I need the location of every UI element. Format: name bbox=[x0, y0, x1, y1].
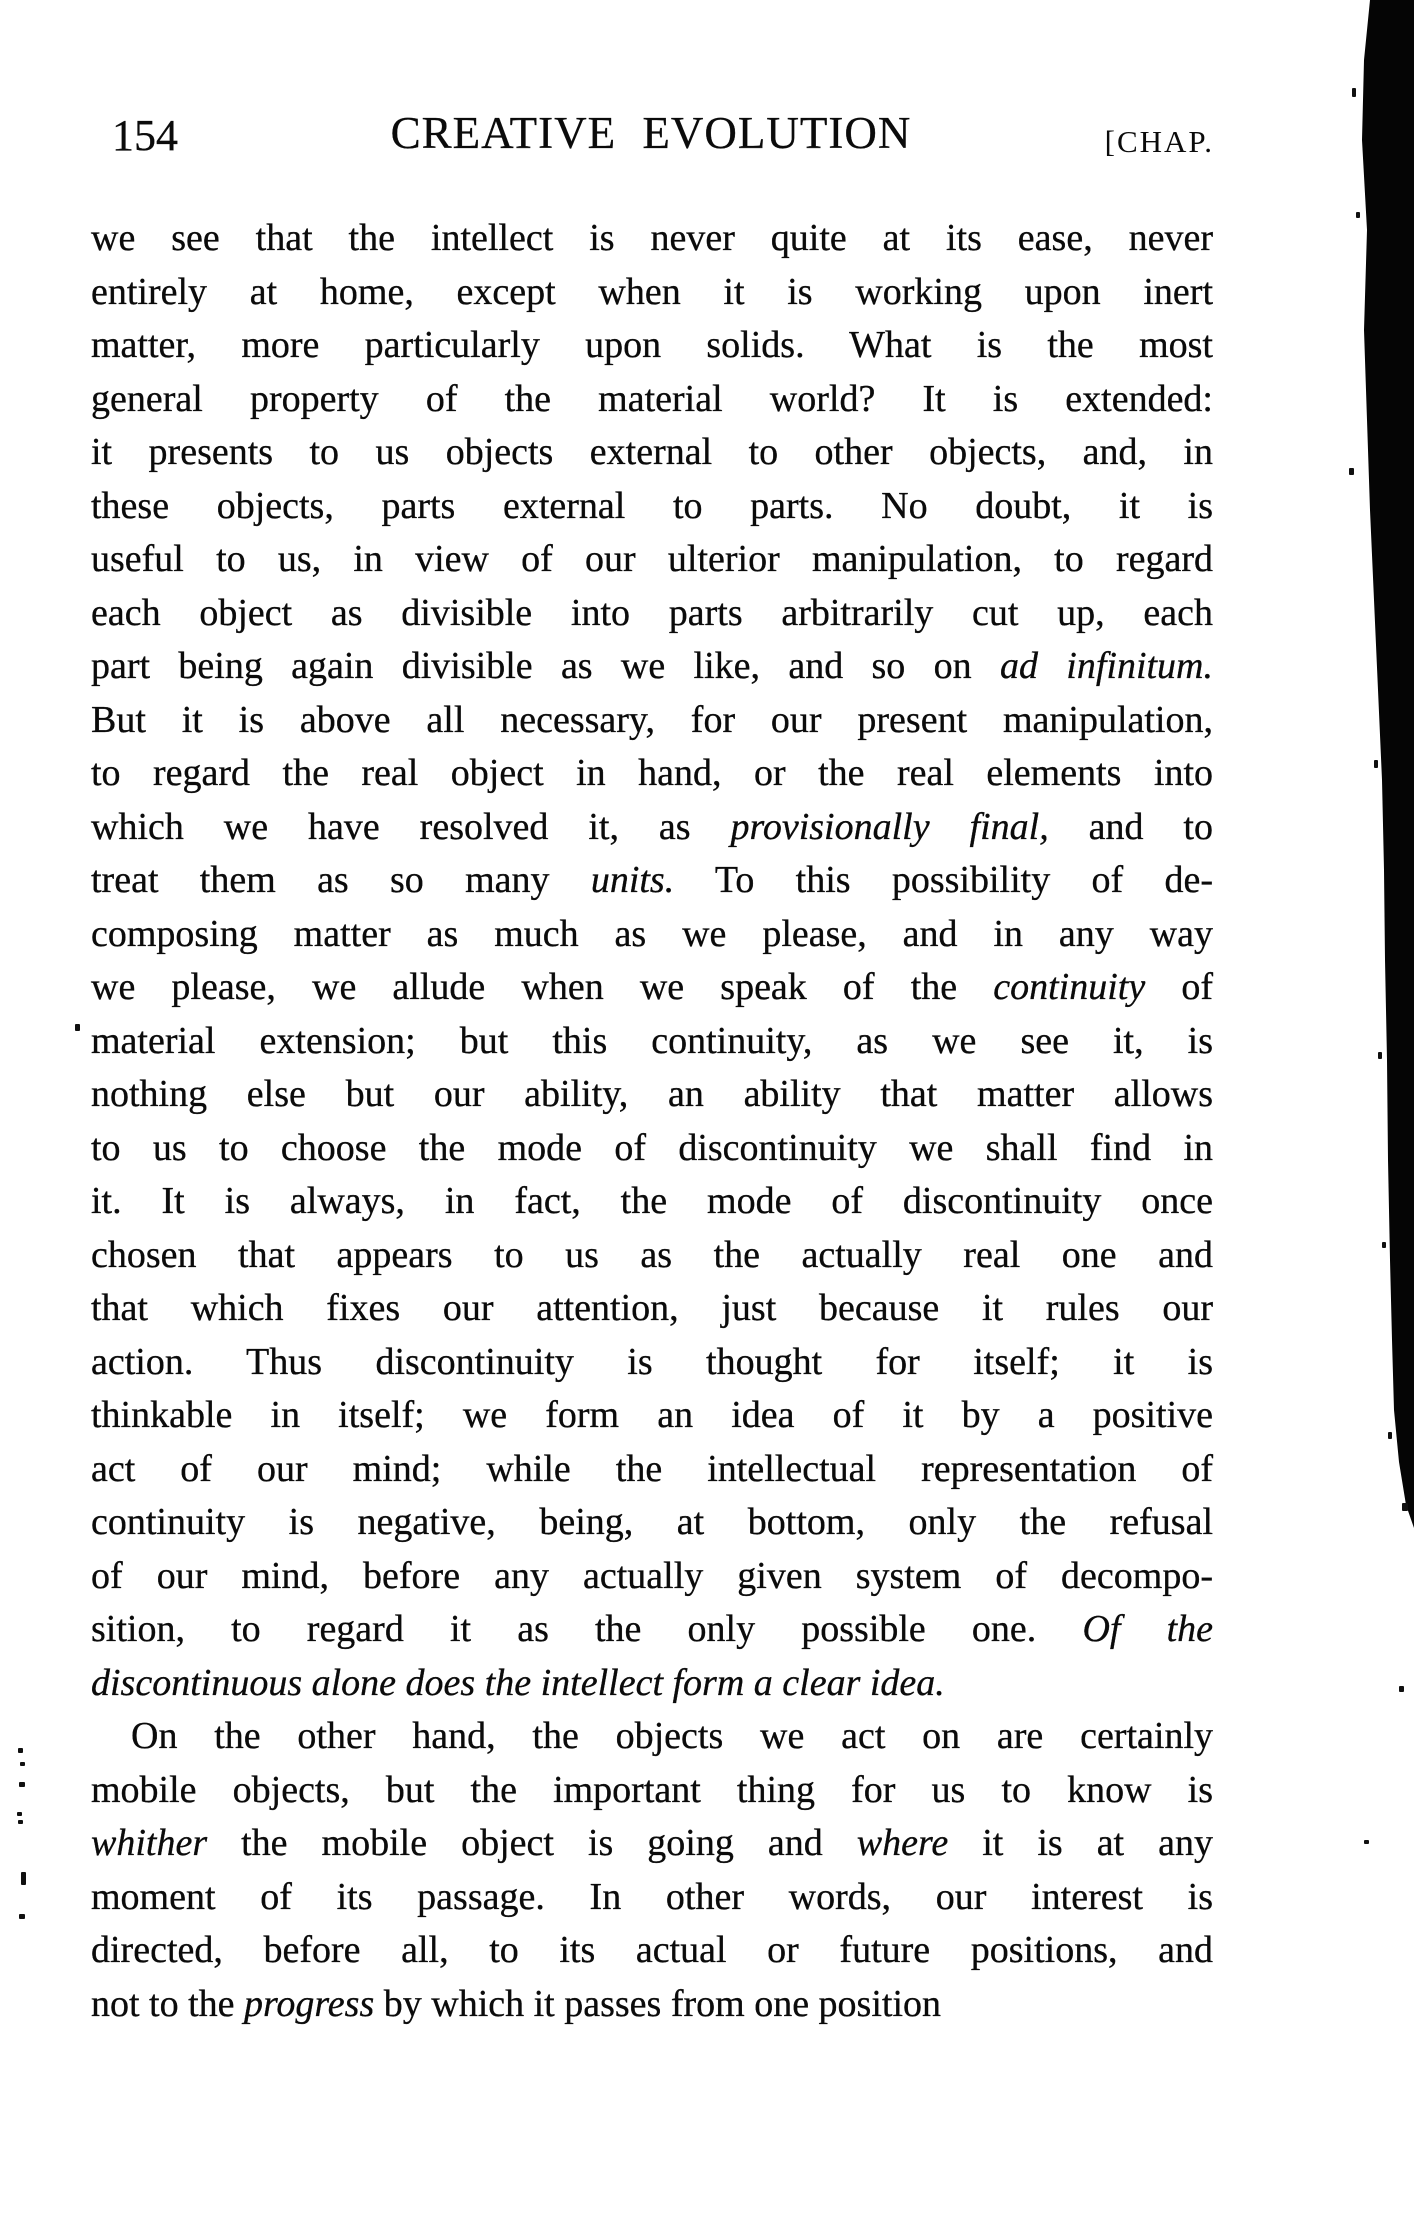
text-segment: it. It is always, in fact, the mode of discontinuity once bbox=[91, 1180, 1213, 1222]
text-segment: of our mind, before any actually given system of decompo- bbox=[91, 1554, 1213, 1597]
italic-text-segment: provisionally final, bbox=[730, 805, 1049, 848]
scan-speck bbox=[1364, 1840, 1369, 1844]
text-line bbox=[91, 1871, 1213, 1925]
scan-speck bbox=[1399, 1686, 1404, 1692]
text-segment: and to bbox=[1048, 805, 1213, 848]
scan-speck bbox=[1382, 1242, 1386, 1248]
text-line bbox=[91, 1122, 1213, 1176]
scan-speck bbox=[75, 1024, 80, 1031]
text-line bbox=[91, 961, 1213, 1015]
text-segment: act of our mind; while the intellectual representation of bbox=[91, 1447, 1213, 1490]
text-segment: material extension; but this continuity, as we see it, is bbox=[91, 1019, 1213, 1062]
text-line bbox=[91, 1496, 1213, 1550]
text-segment: general property of the material world? It is extended: bbox=[91, 377, 1213, 420]
text-line bbox=[91, 587, 1213, 641]
text-segment: chosen that appears to us as the actually real one and bbox=[91, 1233, 1213, 1276]
text-segment: to regard the real object in hand, or the real elements into bbox=[91, 752, 1213, 794]
text-segment: of bbox=[1145, 966, 1213, 1008]
text-segment: entirely at home, except when it is working upon inert bbox=[91, 270, 1213, 313]
text-line bbox=[91, 1336, 1213, 1390]
text-line bbox=[91, 1657, 1213, 1711]
text-segment: treat them as so many bbox=[91, 859, 591, 901]
italic-text-segment: where bbox=[856, 1822, 949, 1864]
text-line bbox=[91, 1603, 1213, 1657]
text-line bbox=[91, 480, 1213, 534]
text-segment: thinkable in itself; we form an idea of it by a positive bbox=[91, 1394, 1213, 1436]
text-segment: it is at any bbox=[948, 1822, 1213, 1864]
running-title: CREATIVE EVOLUTION bbox=[390, 108, 912, 158]
text-line bbox=[91, 1068, 1213, 1122]
text-segment: which we have resolved it, as bbox=[91, 805, 731, 848]
text-line bbox=[91, 1550, 1213, 1604]
scan-speck bbox=[1349, 468, 1354, 475]
text-line bbox=[91, 1817, 1213, 1871]
text-segment: On the other hand, the objects we act on are certainly bbox=[131, 1715, 1213, 1757]
scan-speck bbox=[21, 1872, 26, 1885]
text-segment: directed, before all, to its actual or future positions, and bbox=[91, 1929, 1213, 1971]
text-line bbox=[91, 801, 1213, 855]
italic-text-segment: whither bbox=[91, 1822, 208, 1864]
text-segment: To this possibility of de- bbox=[674, 859, 1213, 901]
text-line bbox=[91, 266, 1213, 320]
text-line bbox=[91, 747, 1213, 801]
text-segment: that which fixes our attention, just because it rules our bbox=[91, 1287, 1213, 1329]
text-line bbox=[91, 212, 1213, 266]
scan-speck bbox=[18, 1820, 23, 1824]
page-number: 154 bbox=[112, 111, 178, 160]
text-segment: moment of its passage. In other words, our interest is bbox=[91, 1875, 1213, 1918]
text-segment: sition, to regard it as the only possible one. bbox=[91, 1608, 1083, 1650]
text-line bbox=[91, 1710, 1213, 1764]
text-line bbox=[91, 1978, 1213, 2032]
italic-text-segment: continuity bbox=[993, 966, 1146, 1008]
italic-text-segment: progress bbox=[244, 1982, 375, 2025]
scan-speck bbox=[18, 1748, 23, 1753]
text-line bbox=[91, 908, 1213, 962]
text-line bbox=[91, 1443, 1213, 1497]
scan-speck bbox=[19, 1782, 25, 1787]
text-segment: the mobile object is going and bbox=[207, 1822, 857, 1864]
text-segment: it presents to us objects external to other objects, and, in bbox=[91, 431, 1213, 473]
text-segment: composing matter as much as we please, and in any way bbox=[91, 912, 1213, 955]
text-segment: each object as divisible into parts arbitrarily cut up, each bbox=[91, 591, 1213, 634]
text-line bbox=[91, 1015, 1213, 1069]
text-line bbox=[91, 373, 1213, 427]
chapter-marker: [CHAP. bbox=[1104, 124, 1214, 159]
italic-text-segment: Of the bbox=[1082, 1608, 1213, 1650]
text-segment: not to the bbox=[91, 1982, 245, 2025]
text-segment: by which it passes from one position bbox=[374, 1982, 942, 2025]
text-segment: to us to choose the mode of discontinuity we shall find in bbox=[91, 1126, 1213, 1169]
italic-text-segment: units. bbox=[590, 859, 675, 901]
text-line bbox=[91, 1764, 1213, 1818]
text-segment: nothing else but our ability, an ability that matter allows bbox=[91, 1073, 1213, 1115]
text-line bbox=[91, 1282, 1213, 1336]
text-segment: matter, more particularly upon solids. What is the most bbox=[91, 324, 1213, 366]
text-line bbox=[91, 1175, 1213, 1229]
scan-speck bbox=[1378, 1052, 1382, 1059]
text-line bbox=[91, 1389, 1213, 1443]
text-segment: But it is above all necessary, for our present manipulation, bbox=[91, 698, 1213, 741]
text-line bbox=[91, 533, 1213, 587]
text-line bbox=[91, 1924, 1213, 1978]
text-segment: mobile objects, but the important thing for us to know is bbox=[91, 1768, 1213, 1811]
scan-speck bbox=[1374, 760, 1378, 768]
text-line bbox=[91, 694, 1213, 748]
scan-speck bbox=[19, 1914, 25, 1919]
italic-text-segment: ad infinitum. bbox=[999, 645, 1214, 687]
text-segment: continuity is negative, being, at bottom, only the refusal bbox=[91, 1501, 1213, 1543]
text-line bbox=[91, 426, 1213, 480]
text-segment: useful to us, in view of our ulterior manipulation, to regard bbox=[91, 538, 1213, 580]
scan-speck bbox=[1388, 1432, 1392, 1439]
italic-text-segment: discontinuous alone does the intellect form a clear idea. bbox=[91, 1661, 945, 1704]
scan-speck bbox=[17, 1812, 22, 1816]
text-segment: we please, we allude when we speak of the bbox=[91, 966, 994, 1008]
text-line bbox=[91, 319, 1213, 373]
text-segment: part being again divisible as we like, and so on bbox=[91, 645, 1000, 687]
scan-speck bbox=[20, 1762, 25, 1766]
scan-speck bbox=[1402, 1503, 1408, 1511]
text-segment: action. Thus discontinuity is thought for itself; it is bbox=[91, 1340, 1213, 1383]
scan-speck bbox=[1352, 88, 1356, 97]
text-segment: these objects, parts external to parts. No doubt, it is bbox=[91, 484, 1213, 527]
text-line bbox=[91, 1229, 1213, 1283]
scan-speck bbox=[1356, 212, 1360, 218]
page-text bbox=[91, 212, 1213, 2031]
text-segment: we see that the intellect is never quite at its ease, never bbox=[91, 217, 1213, 259]
text-line bbox=[91, 854, 1213, 908]
text-line bbox=[91, 640, 1213, 694]
